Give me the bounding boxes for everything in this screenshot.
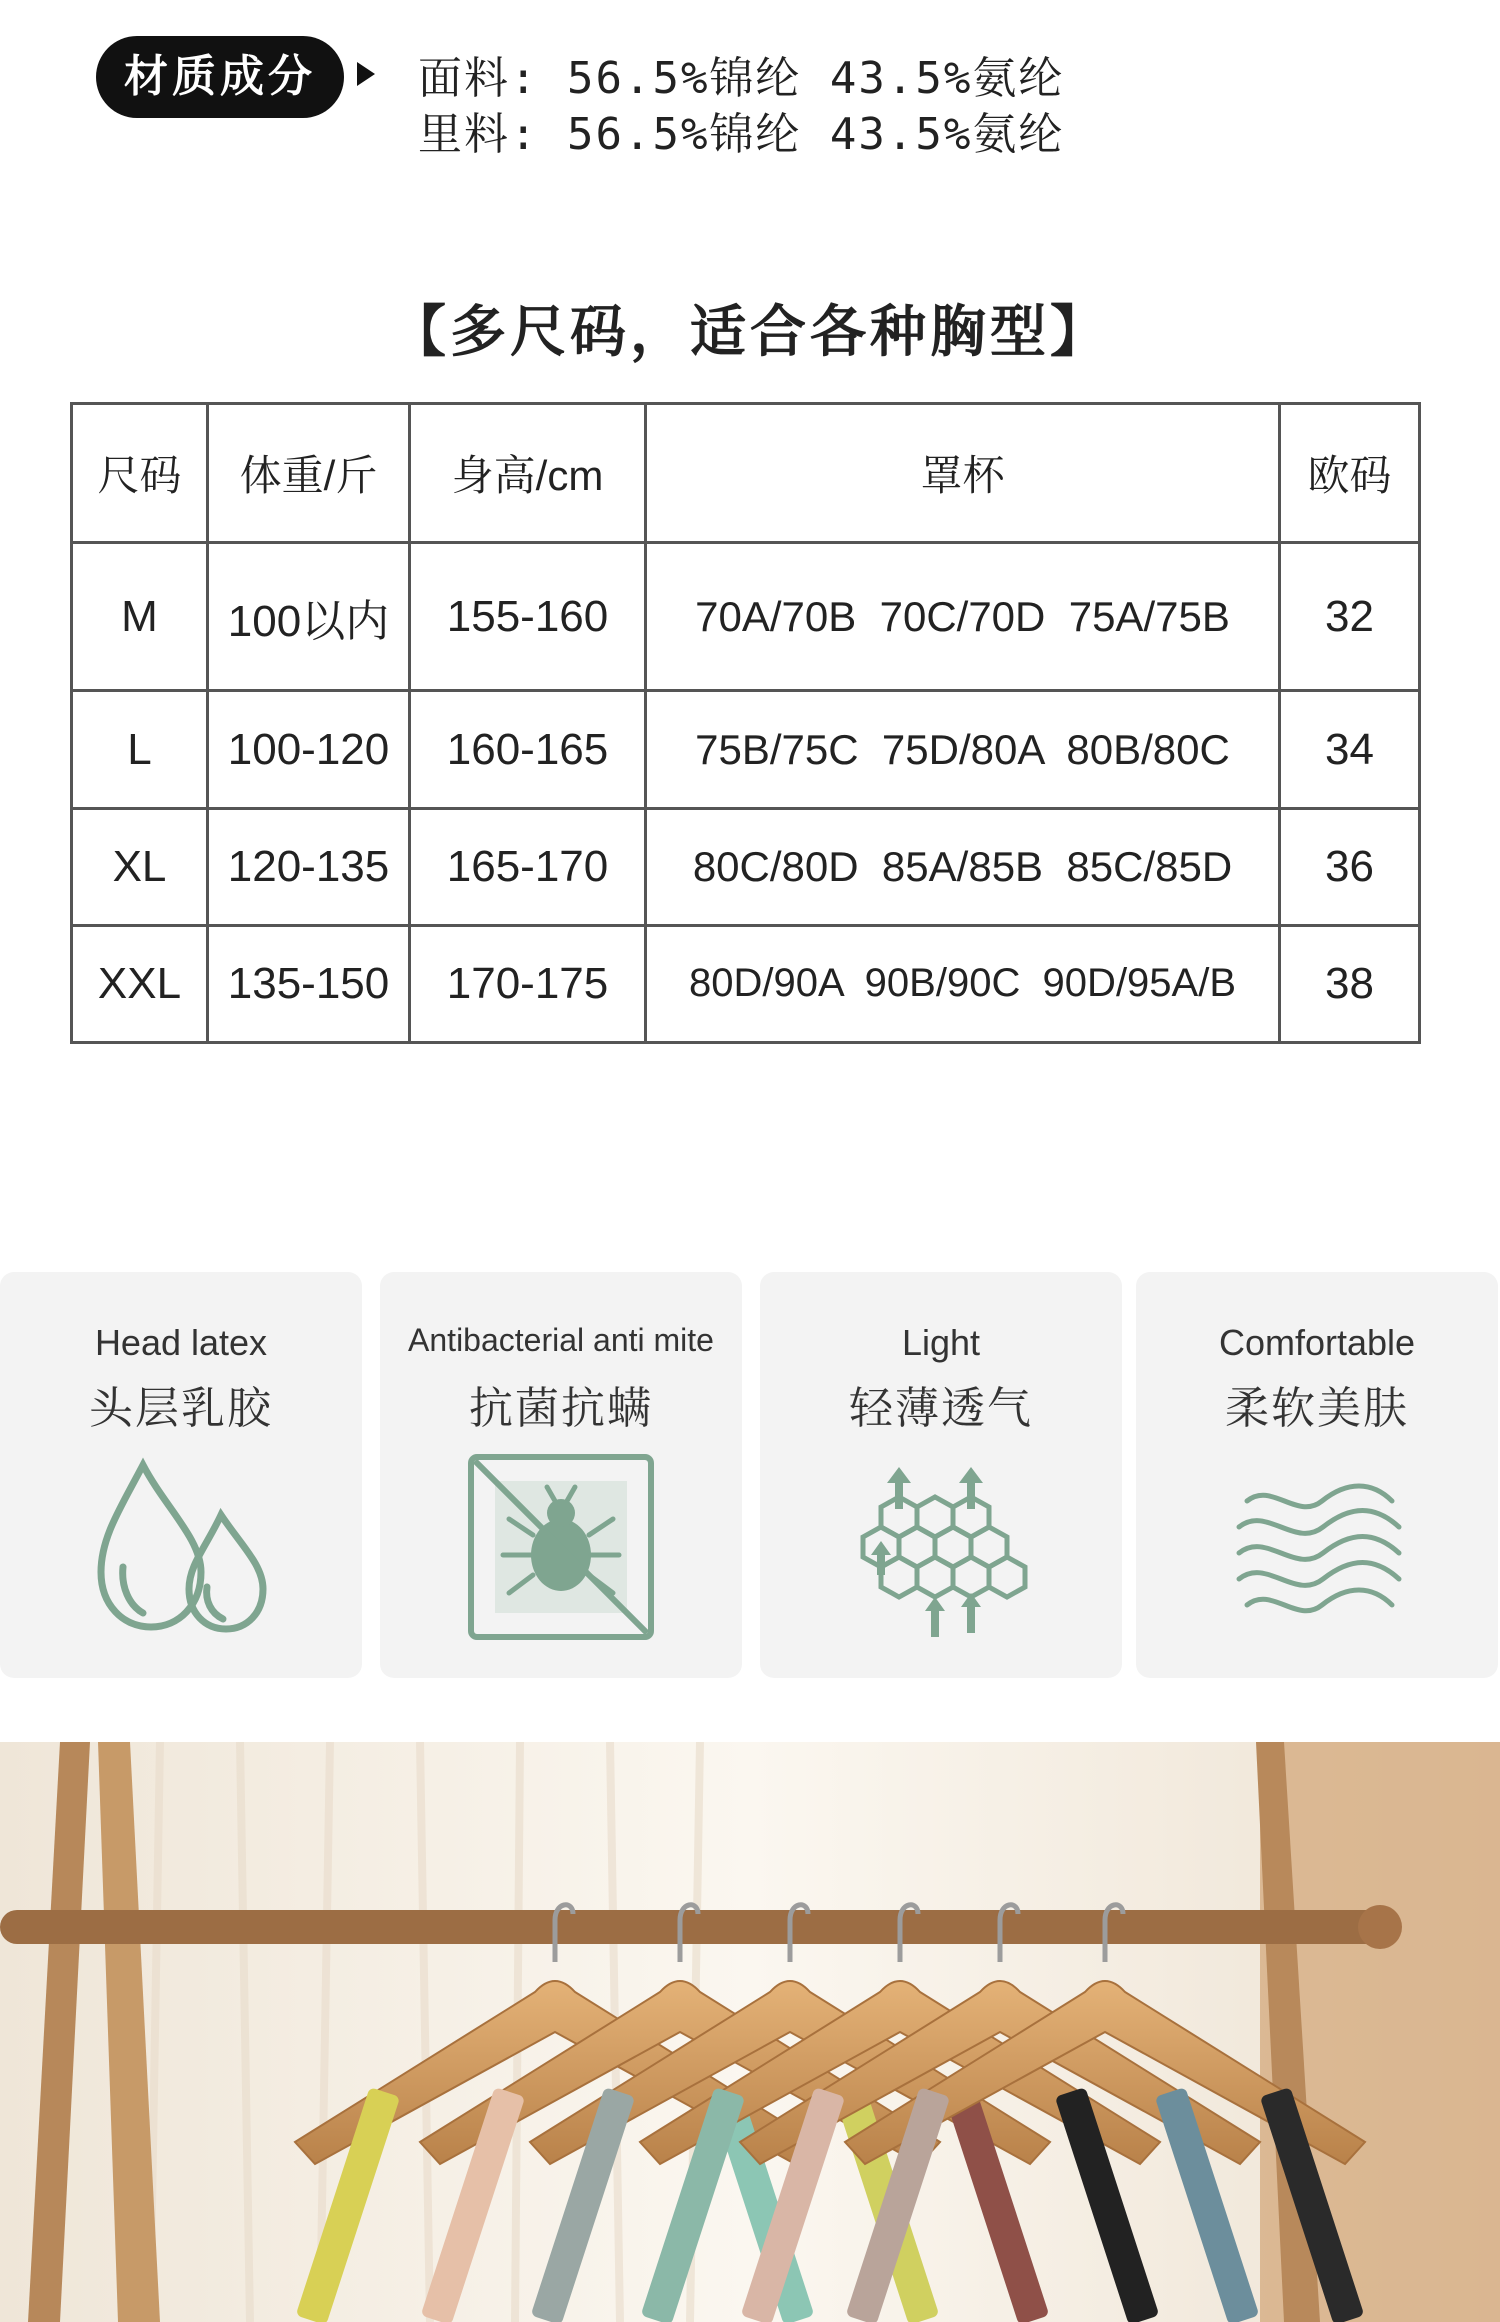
cell-cup: 80D/90A 90B/90C 90D/95A/B [646, 925, 1280, 1042]
latex-drops-icon [81, 1447, 281, 1647]
header-weight: 体重/斤 [208, 404, 410, 543]
cell-size: L [72, 691, 208, 808]
cell-cup: 80C/80D 85A/85B 85C/85D [646, 808, 1280, 925]
feature-card-antibacterial [380, 1272, 742, 1678]
feature-en-label: Comfortable [1218, 1322, 1416, 1363]
table-row [72, 925, 1420, 1042]
cell-cup: 75B/75C 75D/80A 80B/80C [646, 691, 1280, 808]
cell-eu-size: 38 [1280, 925, 1420, 1042]
table-row [72, 543, 1420, 691]
cell-height: 155-160 [410, 543, 646, 691]
header-cup: 罩杯 [646, 404, 1280, 543]
cell-eu-size: 32 [1280, 543, 1420, 691]
soft-waves-icon [1217, 1447, 1417, 1647]
table-row [72, 808, 1420, 925]
feature-card-light [760, 1272, 1122, 1678]
table-header-row [72, 404, 1420, 543]
feature-en-label: Antibacterial anti mite [408, 1322, 714, 1358]
cell-weight: 120-135 [208, 808, 410, 925]
triangle-arrow-icon [357, 62, 375, 86]
feature-cn-label: 头层乳胶 [89, 1383, 273, 1434]
cell-size: XXL [72, 925, 208, 1042]
lining-composition: 里料: 56.5%锦纶 43.5%氨纶 [418, 109, 1065, 160]
feature-cn-label: 柔软美肤 [1225, 1383, 1409, 1434]
feature-en-label: Light [901, 1322, 981, 1363]
size-table-title: 【多尺码，适合各种胸型】 [390, 300, 1110, 365]
header-height: 身高/cm [410, 404, 646, 543]
product-photo-hangers [0, 1742, 1500, 2322]
breathable-honeycomb-icon [841, 1447, 1041, 1647]
feature-cn-label: 抗菌抗螨 [469, 1383, 653, 1434]
cell-weight: 135-150 [208, 925, 410, 1042]
header-size: 尺码 [72, 404, 208, 543]
cell-size: M [72, 543, 208, 691]
feature-en-label: Head latex [94, 1322, 268, 1363]
cell-size: XL [72, 808, 208, 925]
cell-height: 170-175 [410, 925, 646, 1042]
cell-cup: 70A/70B 70C/70D 75A/75B [646, 543, 1280, 691]
cell-weight: 100以内 [208, 543, 410, 691]
clothes-rack-illustration [0, 1742, 1500, 2322]
material-badge: 材质成分 [96, 36, 344, 118]
size-table [70, 402, 1421, 1044]
no-mite-icon [461, 1447, 661, 1647]
feature-card-comfortable [1136, 1272, 1498, 1678]
cell-height: 160-165 [410, 691, 646, 808]
feature-card-latex [0, 1272, 362, 1678]
fabric-composition: 面料: 56.5%锦纶 43.5%氨纶 [418, 53, 1065, 104]
header-eu-size: 欧码 [1280, 404, 1420, 543]
feature-cn-label: 轻薄透气 [849, 1383, 1033, 1434]
cell-eu-size: 36 [1280, 808, 1420, 925]
cell-eu-size: 34 [1280, 691, 1420, 808]
cell-height: 165-170 [410, 808, 646, 925]
cell-weight: 100-120 [208, 691, 410, 808]
table-row [72, 691, 1420, 808]
